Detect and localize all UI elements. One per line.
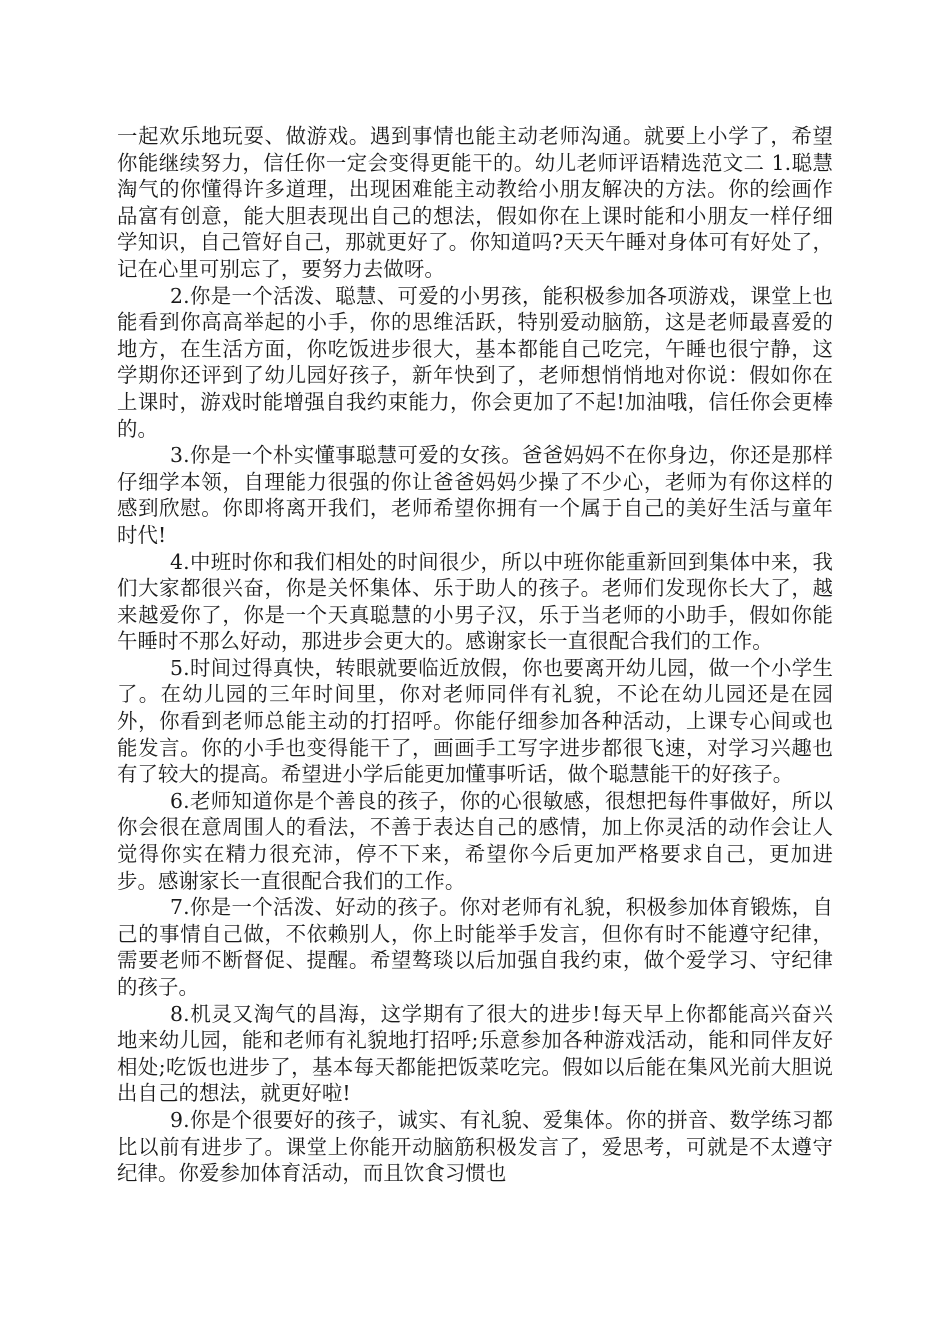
document-body bbox=[117, 123, 833, 1187]
paragraph-1: 一起欢乐地玩耍、做游戏。遇到事情也能主动老师沟通。就要上小学了，希望你能继续努力，信任你一定会变得更能干的。幼儿老师评语精选范文二 1.聪慧淘气的你懂得许多道理，出现困难能主动教给小朋友解决的方法。你的绘画作品富有创意，能大胆表现出自己的想法，假如你在上课时能和小朋友一样仔细学知识，自己管好自己，那就更好了。你知道吗?天天午睡对身体可有好处了，记在心里可别忘了，要努力去做呀。 bbox=[117, 124, 833, 281]
paragraph-4: 4.中班时你和我们相处的时间很少，所以中班你能重新回到集体中来，我们大家都很兴奋，你是关怀集体、乐于助人的孩子。老师们发现你长大了，越来越爱你了，你是一个天真聪慧的小男子汉，乐于当老师的小助手，假如你能午睡时不那么好动，那进步会更大的。感谢家长一直很配合我们的工作。 bbox=[117, 549, 833, 654]
paragraph-3: 3.你是一个朴实懂事聪慧可爱的女孩。爸爸妈妈不在你身边，你还是那样仔细学本领，自理能力很强的你让爸爸妈妈少操了不少心，老师为有你这样的感到欣慰。你即将离开我们，老师希望你拥有一个属于自己的美好生活与童年时代! bbox=[117, 443, 833, 547]
paragraph-7: 7.你是一个活泼、好动的孩子。你对老师有礼貌，积极参加体育锻炼，自己的事情自己做，不依赖别人，你上时能举手发言，但你有时不能遵守纪律，需要老师不断督促、提醒。希望骜琰以后加强自我约束，做个爱学习、守纪律的孩子。 bbox=[117, 895, 833, 999]
paragraph-8: 8.机灵又淘气的昌海，这学期有了很大的进步!每天早上你都能高兴奋兴地来幼儿园，能和老师有礼貌地打招呼;乐意参加各种游戏活动，能和同伴友好相处;吃饭也进步了，基本每天都能把饭菜吃完。假如以后能在集风光前大胆说出自己的想法，就更好啦! bbox=[117, 1001, 833, 1106]
paragraph-5: 5.时间过得真快，转眼就要临近放假，你也要离开幼儿园，做一个小学生了。在幼儿园的三年时间里，你对老师同伴有礼貌，不论在幼儿园还是在园外，你看到老师总能主动的打招呼。你能仔细参加各种活动，上课专心间或也能发言。你的小手也变得能干了，画画手工写字进步都很飞速，对学习兴趣也有了较大的提高。希望进小学后能更加懂事听话，做个聪慧能干的好孩子。 bbox=[117, 655, 833, 787]
paragraph-9: 9.你是个很要好的孩子，诚实、有礼貌、爱集体。你的拼音、数学练习都比以前有进步了。课堂上你能开动脑筋积极发言了，爱思考，可就是不太遵守纪律。你爱参加体育活动，而且饮食习惯也 bbox=[117, 1107, 833, 1186]
paragraph-6: 6.老师知道你是个善良的孩子，你的心很敏感，很想把每件事做好，所以你会很在意周围人的看法，不善于表达自己的感情，加上你灵活的动作会让人觉得你实在精力很充沛，停不下来，希望你今后更加严格要求自己，更加进步。感谢家长一直很配合我们的工作。 bbox=[117, 788, 833, 893]
paragraph-2: 2.你是一个活泼、聪慧、可爱的小男孩，能积极参加各项游戏，课堂上也能看到你高高举起的小手，你的思维活跃，特别爱动脑筋，这是老师最喜爱的地方，在生活方面，你吃饭进步很大，基本都能自己吃完，午睡也很宁静，这学期你还评到了幼儿园好孩子，新年快到了，老师想悄悄地对你说：假如你在上课时，游戏时能增强自我约束能力，你会更加了不起!加油哦，信任你会更棒的。 bbox=[117, 283, 833, 441]
